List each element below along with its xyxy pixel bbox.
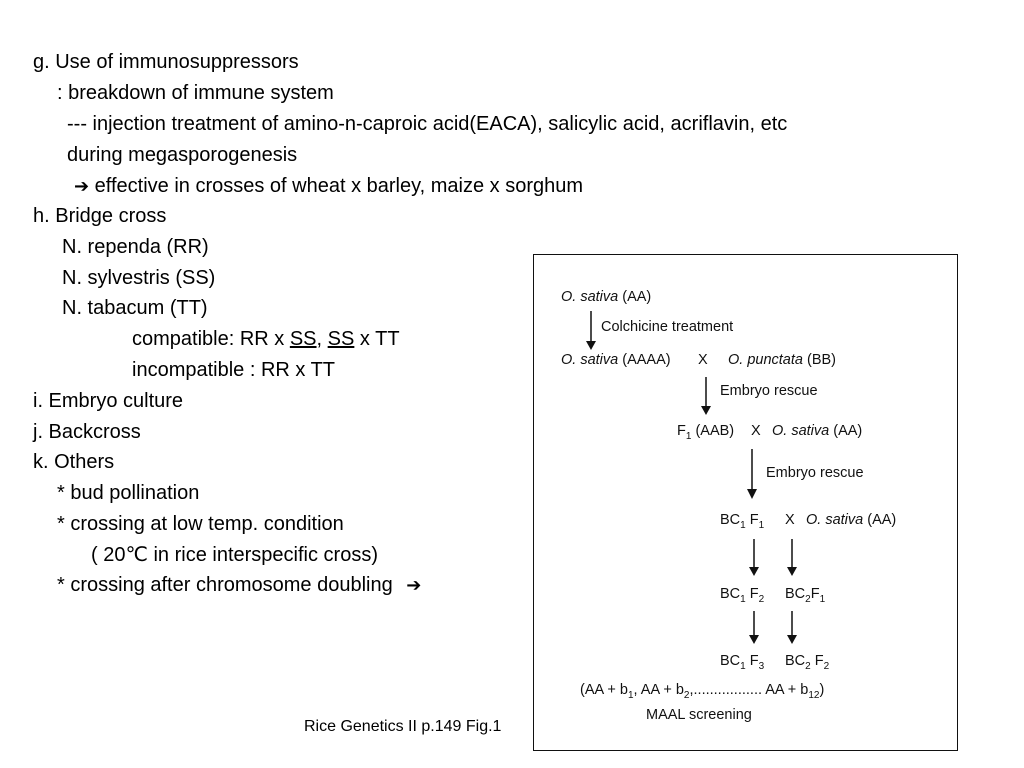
fig-bc2f2: $BC_2$ $F_2$ xyxy=(785,653,830,672)
fig-maal-screening: MAAL screening xyxy=(646,707,752,723)
fig-down-arrow-4 xyxy=(748,539,760,579)
species-sylvestris: N. sylvestris (SS) xyxy=(62,267,216,289)
section-g-line-1: : breakdown of immune system xyxy=(57,82,334,104)
section-h-title: h. Bridge cross xyxy=(33,205,167,227)
fig-cross-x-3: X xyxy=(785,512,795,528)
fig-cross-x-1: X xyxy=(698,352,708,368)
section-g-line-2: --- injection treatment of amino-n-caproic acid(EACA), salicylic acid, acriflavin, etc xyxy=(67,113,788,135)
section-i-title: i. Embryo culture xyxy=(33,390,184,412)
fig-down-arrow-5 xyxy=(786,539,798,579)
compatible-suffix: x TT xyxy=(354,328,400,350)
breeding-scheme-figure xyxy=(533,254,958,751)
compatible-comma: , xyxy=(316,328,328,350)
others-low-temp: * crossing at low temp. condition xyxy=(57,513,344,535)
incompatible-line: incompatible : RR x TT xyxy=(132,359,336,381)
fig-f1-aab: $F_1$ (AAB) xyxy=(677,423,735,442)
compatible-prefix: compatible: RR x xyxy=(132,328,290,350)
others-low-temp-note: ( 20℃ in rice interspecific cross) xyxy=(91,544,378,566)
fig-cross-x-2: X xyxy=(751,423,761,439)
species-tabacum: N. tabacum (TT) xyxy=(62,297,208,319)
others-bud-pollination: * bud pollination xyxy=(57,482,200,504)
fig-down-arrow-7 xyxy=(786,611,798,647)
fig-aa-series: ($AA + b_1$, AA + $b_2$,................. AA + $b_{12}$) xyxy=(580,682,825,701)
fig-bc1f1: $BC_1$ $F_1$ xyxy=(720,512,765,531)
fig-down-arrow-1 xyxy=(585,311,597,351)
right-arrow-icon: ➔ xyxy=(74,176,90,197)
section-g-line-4 xyxy=(74,174,583,199)
fig-punctata: O. punctata (BB) xyxy=(728,352,836,368)
fig-sativa-aa: O. sativa (AA) xyxy=(561,289,652,305)
section-g-line-3: during megasporogenesis xyxy=(67,144,298,166)
compatible-ss-2: SS xyxy=(327,328,355,350)
fig-sativa-f1: O. sativa (AA) xyxy=(772,423,863,439)
section-k-title: k. Others xyxy=(33,451,115,473)
fig-colchicine-label: Colchicine treatment xyxy=(601,319,734,335)
section-g-line-4-text: effective in crosses of wheat x barley, maize x sorghum xyxy=(94,175,584,197)
fig-down-arrow-2 xyxy=(700,377,712,417)
fig-bc1f3: $BC_1$ $F_3$ xyxy=(720,653,765,672)
figure-caption: Rice Genetics II p.149 Fig.1 xyxy=(304,718,502,735)
compatible-ss-1: SS xyxy=(289,328,317,350)
section-g-title: g. Use of immunosuppressors xyxy=(33,51,299,73)
fig-down-arrow-3 xyxy=(746,449,758,501)
fig-down-arrow-6 xyxy=(748,611,760,647)
fig-bc2f1: $BC_2F_1$ xyxy=(785,586,826,605)
species-rependa: N. rependa (RR) xyxy=(62,236,209,258)
compatible-line xyxy=(132,327,400,351)
fig-embryo-rescue-2: Embryo rescue xyxy=(766,465,864,481)
others-chromosome-doubling-text: * crossing after chromosome doubling xyxy=(57,574,393,596)
fig-sativa-bc: O. sativa (AA) xyxy=(806,512,897,528)
others-chromosome-doubling xyxy=(57,573,421,598)
right-arrow-icon: ➔ xyxy=(406,575,422,596)
fig-bc1f2: $BC_1$ $F_2$ xyxy=(720,586,765,605)
fig-sativa-aaaa: O. sativa (AAAA) xyxy=(561,352,671,368)
section-j-title: j. Backcross xyxy=(33,421,141,443)
fig-embryo-rescue-1: Embryo rescue xyxy=(720,383,818,399)
